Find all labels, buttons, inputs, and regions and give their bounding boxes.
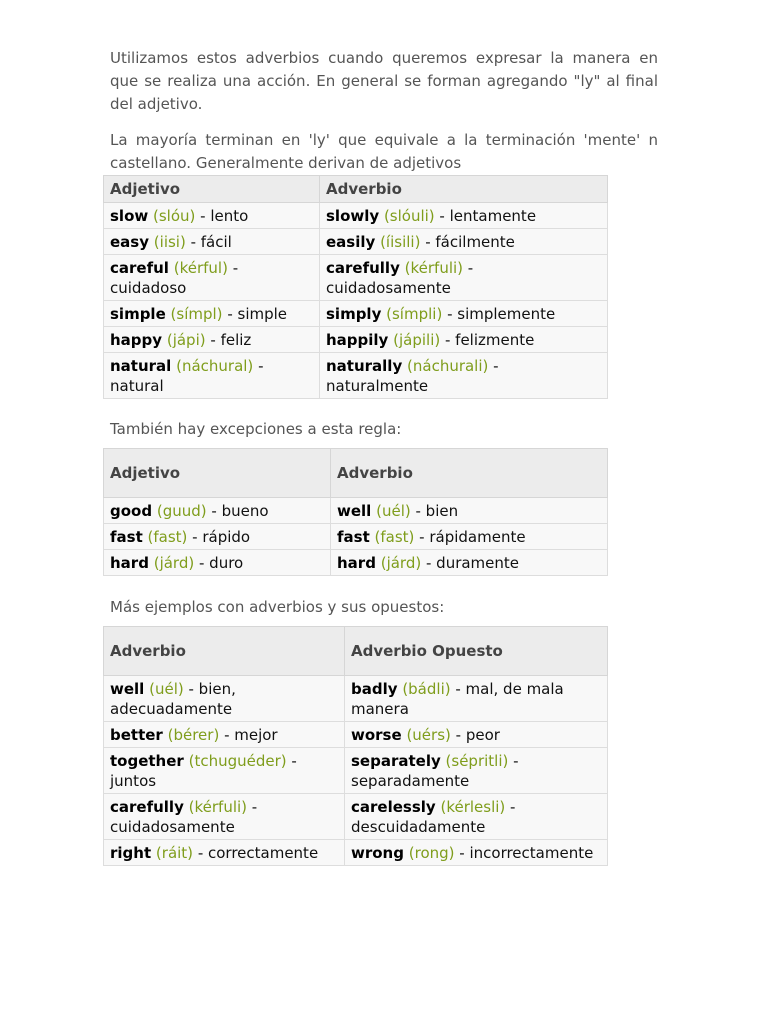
english-word: carelessly bbox=[351, 798, 436, 816]
english-word: better bbox=[110, 726, 163, 744]
spanish-meaning: correctamente bbox=[208, 844, 319, 862]
pronunciation: (uérs) bbox=[406, 726, 451, 744]
table-cell: hard (járd) - duro bbox=[104, 550, 331, 576]
english-word: simple bbox=[110, 305, 166, 323]
english-word: simply bbox=[326, 305, 382, 323]
table-row bbox=[104, 255, 608, 301]
pronunciation: (guud) bbox=[156, 502, 207, 520]
pronunciation: (járd) bbox=[153, 554, 195, 572]
opposites-note: Más ejemplos con adverbios y sus opuestos: bbox=[110, 598, 445, 616]
english-word: natural bbox=[110, 357, 172, 375]
table-cell: easy (iisi) - fácil bbox=[104, 229, 320, 255]
pronunciation: (kérful) bbox=[173, 259, 228, 277]
table-cell: fast (fast) - rápidamente bbox=[331, 524, 608, 550]
pronunciation: (rong) bbox=[408, 844, 455, 862]
english-word: carefully bbox=[110, 798, 184, 816]
english-word: slow bbox=[110, 207, 149, 225]
english-word: together bbox=[110, 752, 184, 770]
table-cell: happily (jápili) - felizmente bbox=[320, 327, 608, 353]
pronunciation: (járd) bbox=[380, 554, 422, 572]
table-cell: worse (uérs) - peor bbox=[345, 722, 608, 748]
table-row bbox=[104, 748, 608, 794]
spanish-meaning: feliz bbox=[220, 331, 252, 349]
table-cell: carefully (kérfuli) - cuidadosamente bbox=[320, 255, 608, 301]
column-header: Adverbio Opuesto bbox=[345, 627, 608, 676]
pronunciation: (jápili) bbox=[393, 331, 441, 349]
pronunciation: (uél) bbox=[149, 680, 184, 698]
column-header: Adverbio bbox=[104, 627, 345, 676]
table-cell: careful (kérful) - cuidadoso bbox=[104, 255, 320, 301]
spanish-meaning: mejor bbox=[234, 726, 278, 744]
table-cell: carelessly (kérlesli) - descuidadamente bbox=[345, 794, 608, 840]
table-row bbox=[104, 203, 608, 229]
spanish-meaning: lento bbox=[210, 207, 249, 225]
english-word: fast bbox=[110, 528, 143, 546]
pronunciation: (íisili) bbox=[380, 233, 421, 251]
spanish-meaning: rápido bbox=[202, 528, 251, 546]
table-cell: badly (bádli) - mal, de mala manera bbox=[345, 676, 608, 722]
pronunciation: (bérer) bbox=[167, 726, 220, 744]
pronunciation: (kérlesli) bbox=[440, 798, 506, 816]
table-header-row bbox=[104, 176, 608, 203]
table-row bbox=[104, 353, 608, 399]
pronunciation: (fast) bbox=[147, 528, 188, 546]
table-row bbox=[104, 498, 608, 524]
table-row bbox=[104, 676, 608, 722]
spanish-meaning: incorrectamente bbox=[469, 844, 594, 862]
english-word: right bbox=[110, 844, 152, 862]
spanish-meaning: mal, de mala manera bbox=[351, 680, 564, 718]
spanish-meaning: separadamente bbox=[351, 772, 470, 790]
spanish-meaning: felizmente bbox=[455, 331, 535, 349]
column-header: Adverbio bbox=[331, 449, 608, 498]
english-word: badly bbox=[351, 680, 398, 698]
spanish-meaning: natural bbox=[110, 377, 164, 395]
table-cell: simple (símpl) - simple bbox=[104, 301, 320, 327]
pronunciation: (slóu) bbox=[153, 207, 196, 225]
pronunciation: (slóuli) bbox=[383, 207, 435, 225]
english-word: happy bbox=[110, 331, 163, 349]
adjective-adverb-table bbox=[103, 175, 608, 399]
english-word: fast bbox=[337, 528, 370, 546]
english-word: well bbox=[337, 502, 372, 520]
table-cell: well (uél) - bien bbox=[331, 498, 608, 524]
spanish-meaning: duro bbox=[209, 554, 244, 572]
spanish-meaning: bien, adecuadamente bbox=[110, 680, 236, 718]
table-cell: separately (sépritli) - separadamente bbox=[345, 748, 608, 794]
opposites-table bbox=[103, 626, 608, 866]
pronunciation: (símpl) bbox=[170, 305, 223, 323]
english-word: naturally bbox=[326, 357, 403, 375]
pronunciation: (fast) bbox=[374, 528, 415, 546]
table-cell: fast (fast) - rápido bbox=[104, 524, 331, 550]
spanish-meaning: descuidadamente bbox=[351, 818, 486, 836]
english-word: slowly bbox=[326, 207, 380, 225]
table-cell: slow (slóu) - lento bbox=[104, 203, 320, 229]
exceptions-note: También hay excepciones a esta regla: bbox=[110, 420, 402, 438]
english-word: easily bbox=[326, 233, 376, 251]
spanish-meaning: peor bbox=[465, 726, 500, 744]
spanish-meaning: bien bbox=[425, 502, 459, 520]
spanish-meaning: rápidamente bbox=[429, 528, 526, 546]
pronunciation: (ráit) bbox=[155, 844, 194, 862]
table-cell: naturally (náchurali) - naturalmente bbox=[320, 353, 608, 399]
table-cell: well (uél) - bien, adecuadamente bbox=[104, 676, 345, 722]
english-word: hard bbox=[110, 554, 149, 572]
table-cell: right (ráit) - correctamente bbox=[104, 840, 345, 866]
table-cell: natural (náchural) - natural bbox=[104, 353, 320, 399]
spanish-meaning: juntos bbox=[110, 772, 157, 790]
pronunciation: (uél) bbox=[376, 502, 411, 520]
table-cell: happy (jápi) - feliz bbox=[104, 327, 320, 353]
pronunciation: (kérfuli) bbox=[188, 798, 248, 816]
exceptions-table bbox=[103, 448, 608, 576]
table-row bbox=[104, 301, 608, 327]
table-row bbox=[104, 229, 608, 255]
pronunciation: (símpli) bbox=[386, 305, 443, 323]
english-word: carefully bbox=[326, 259, 400, 277]
spanish-meaning: simplemente bbox=[457, 305, 556, 323]
spanish-meaning: cuidadoso bbox=[110, 279, 187, 297]
table-body bbox=[104, 498, 608, 576]
english-word: separately bbox=[351, 752, 441, 770]
spanish-meaning: simple bbox=[237, 305, 288, 323]
english-word: hard bbox=[337, 554, 376, 572]
pronunciation: (kérfuli) bbox=[404, 259, 464, 277]
table-row bbox=[104, 840, 608, 866]
table-cell: easily (íisili) - fácilmente bbox=[320, 229, 608, 255]
spanish-meaning: lentamente bbox=[449, 207, 537, 225]
english-word: wrong bbox=[351, 844, 404, 862]
pronunciation: (náchural) bbox=[176, 357, 254, 375]
table-header-row bbox=[104, 627, 608, 676]
pronunciation: (bádli) bbox=[402, 680, 451, 698]
english-word: easy bbox=[110, 233, 150, 251]
table-cell: simply (símpli) - simplemente bbox=[320, 301, 608, 327]
english-word: careful bbox=[110, 259, 169, 277]
pronunciation: (náchurali) bbox=[407, 357, 489, 375]
table-header-row bbox=[104, 449, 608, 498]
table-cell: hard (járd) - duramente bbox=[331, 550, 608, 576]
spanish-meaning: fácil bbox=[200, 233, 232, 251]
english-word: happily bbox=[326, 331, 389, 349]
table-cell: good (guud) - bueno bbox=[104, 498, 331, 524]
column-header: Adjetivo bbox=[104, 176, 320, 203]
spanish-meaning: cuidadosamente bbox=[110, 818, 235, 836]
table-body bbox=[104, 676, 608, 866]
english-word: well bbox=[110, 680, 145, 698]
intro-paragraph-1: Utilizamos estos adverbios cuando queremos expresar la manera en que se realiza una acción. En general se forman agregando "ly" al final del adjetivo. bbox=[110, 49, 658, 113]
spanish-meaning: cuidadosamente bbox=[326, 279, 451, 297]
pronunciation: (jápi) bbox=[166, 331, 206, 349]
table-cell: slowly (slóuli) - lentamente bbox=[320, 203, 608, 229]
table-cell: better (bérer) - mejor bbox=[104, 722, 345, 748]
spanish-meaning: bueno bbox=[221, 502, 269, 520]
table-cell: together (tchuguéder) - juntos bbox=[104, 748, 345, 794]
english-word: worse bbox=[351, 726, 402, 744]
column-header: Adjetivo bbox=[104, 449, 331, 498]
english-word: good bbox=[110, 502, 153, 520]
column-header: Adverbio bbox=[320, 176, 608, 203]
table-cell: wrong (rong) - incorrectamente bbox=[345, 840, 608, 866]
table-row bbox=[104, 524, 608, 550]
table-row bbox=[104, 722, 608, 748]
spanish-meaning: naturalmente bbox=[326, 377, 429, 395]
table-row bbox=[104, 794, 608, 840]
pronunciation: (tchuguéder) bbox=[188, 752, 287, 770]
table-body bbox=[104, 203, 608, 399]
spanish-meaning: duramente bbox=[436, 554, 520, 572]
pronunciation: (sépritli) bbox=[445, 752, 509, 770]
table-cell: carefully (kérfuli) - cuidadosamente bbox=[104, 794, 345, 840]
table-row bbox=[104, 550, 608, 576]
table-row bbox=[104, 327, 608, 353]
pronunciation: (iisi) bbox=[153, 233, 186, 251]
spanish-meaning: fácilmente bbox=[435, 233, 515, 251]
intro-paragraph-2: La mayoría terminan en 'ly' que equivale a la terminación 'mente' n castellano. Generalmente derivan de adjetivos bbox=[110, 131, 658, 172]
